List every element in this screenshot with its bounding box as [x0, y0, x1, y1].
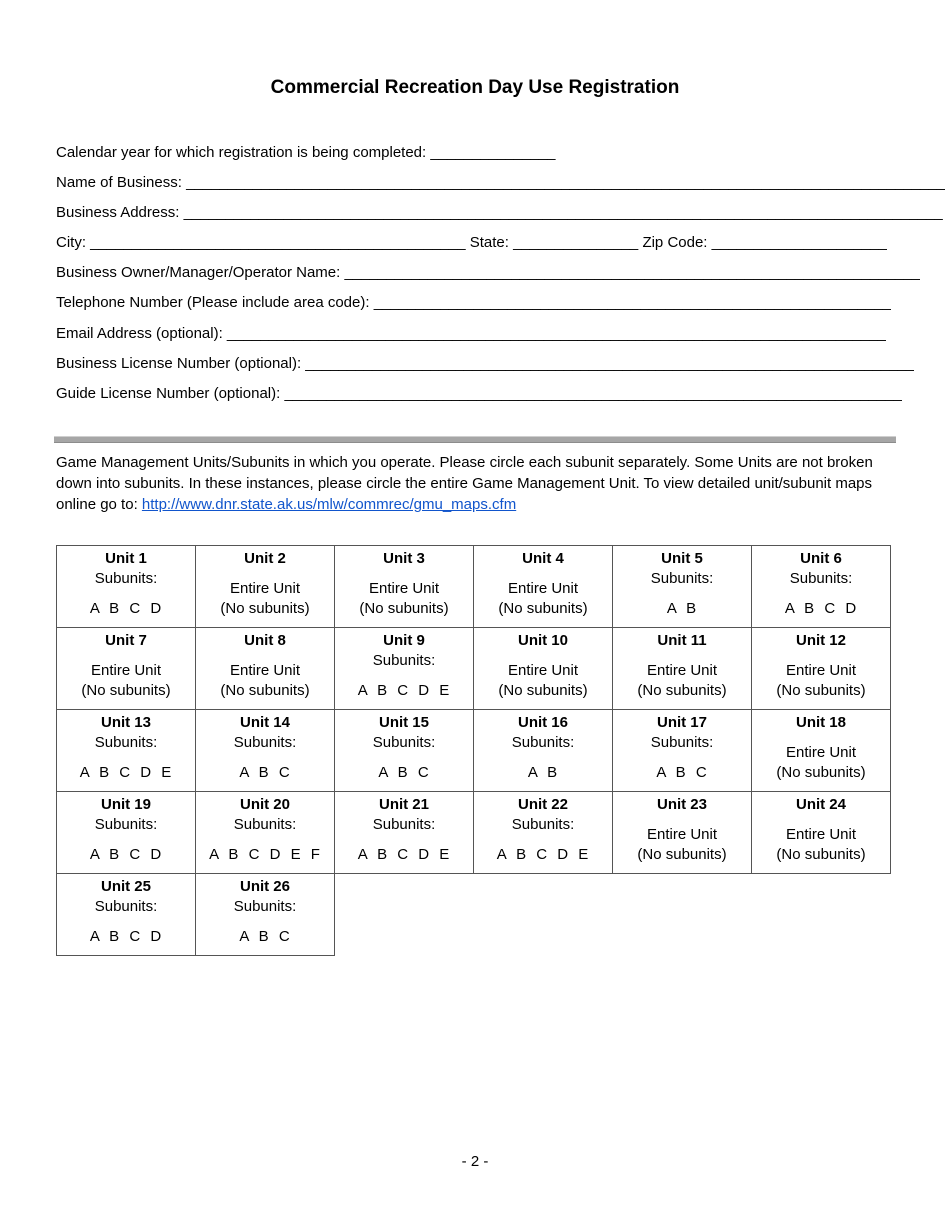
entire-unit-label[interactable]: Entire Unit: [368, 580, 440, 597]
owner-name-blank[interactable]: _____________________________________________________________________: [344, 264, 921, 281]
no-subunits-label: (No subunits): [776, 846, 866, 863]
unit-name: Unit 3: [383, 550, 425, 567]
field-label: Telephone Number (Please include area code):: [56, 294, 370, 311]
entire-unit-label[interactable]: Entire Unit: [646, 826, 718, 843]
units-row: [57, 628, 891, 710]
subunit-letters[interactable]: A B C D: [89, 600, 163, 617]
city-state-zip-row: [56, 232, 887, 254]
no-subunits-label: (No subunits): [359, 600, 449, 617]
no-subunits-label: (No subunits): [776, 764, 866, 781]
entire-unit-label[interactable]: Entire Unit: [90, 662, 162, 679]
subunit-letters[interactable]: A B C D: [89, 928, 163, 945]
business-address-field[interactable]: [56, 202, 943, 224]
zip-blank[interactable]: _____________________: [711, 234, 887, 251]
unit-name: Unit 19: [100, 796, 151, 813]
subunits-label: Subunits:: [372, 734, 436, 751]
unit-cell[interactable]: [196, 874, 335, 956]
unit-name: Unit 13: [100, 714, 151, 731]
no-subunits-label: (No subunits): [220, 682, 310, 699]
subunit-letters[interactable]: A B C D: [784, 600, 858, 617]
unit-name: Unit 9: [383, 632, 425, 649]
entire-unit-label[interactable]: Entire Unit: [229, 662, 301, 679]
unit-name: Unit 16: [517, 714, 568, 731]
no-subunits-label: (No subunits): [220, 600, 310, 617]
city-blank[interactable]: _____________________________________________: [90, 234, 466, 251]
page-number: - 2 -: [461, 1153, 489, 1170]
unit-name: Unit 12: [795, 632, 846, 649]
unit-name: Unit 24: [795, 796, 846, 813]
units-row: [57, 874, 891, 956]
no-subunits-label: (No subunits): [776, 682, 866, 699]
unit-name: Unit 23: [656, 796, 707, 813]
business-address-blank[interactable]: ___________________________________________________________________________________________: [183, 204, 943, 221]
unit-cell[interactable]: [474, 628, 613, 710]
subunit-letters[interactable]: A B: [527, 764, 559, 781]
empty-cell: [752, 874, 891, 956]
unit-name: Unit 1: [105, 550, 147, 567]
field-label: Email Address (optional):: [56, 325, 223, 342]
state-blank[interactable]: _______________: [513, 234, 639, 251]
unit-cell[interactable]: [613, 792, 752, 874]
unit-cell[interactable]: [57, 874, 196, 956]
unit-cell[interactable]: [752, 792, 891, 874]
guide-license-field[interactable]: [56, 383, 902, 405]
unit-cell[interactable]: [57, 628, 196, 710]
subunit-letters[interactable]: A B C: [239, 764, 291, 781]
unit-name: Unit 26: [239, 878, 290, 895]
unit-cell[interactable]: [335, 710, 474, 792]
gmu-instructions: [56, 452, 876, 515]
gmu-maps-link[interactable]: http://www.dnr.state.ak.us/mlw/commrec/gmu_maps.cfm: [141, 496, 517, 513]
business-license-field[interactable]: [56, 353, 914, 375]
unit-cell[interactable]: [57, 710, 196, 792]
unit-cell[interactable]: [196, 710, 335, 792]
instructions-text: Game Management Units/Subunits in which you operate. Please circle each subunit separately. Some Units are not broken down into subunits. In these instances, please circle the entire Game Management Unit. To view detailed unit/subunit maps online go to:: [56, 454, 873, 513]
no-subunits-label: (No subunits): [498, 682, 588, 699]
field-label: Business Owner/Manager/Operator Name:: [56, 264, 341, 281]
subunits-label: Subunits:: [372, 652, 436, 669]
subunit-letters[interactable]: A B C D E: [357, 682, 451, 699]
unit-name: Unit 21: [378, 796, 429, 813]
entire-unit-label[interactable]: Entire Unit: [785, 662, 857, 679]
entire-unit-label[interactable]: Entire Unit: [507, 580, 579, 597]
unit-name: Unit 10: [517, 632, 568, 649]
subunits-label: Subunits:: [94, 898, 158, 915]
unit-name: Unit 17: [656, 714, 707, 731]
unit-cell[interactable]: [752, 710, 891, 792]
field-label: Business License Number (optional):: [56, 355, 302, 372]
unit-cell[interactable]: [752, 546, 891, 628]
gmu-units-table: [56, 545, 891, 956]
unit-name: Unit 18: [795, 714, 846, 731]
no-subunits-label: (No subunits): [637, 682, 727, 699]
empty-cell: [335, 874, 474, 956]
subunits-label: Subunits:: [94, 734, 158, 751]
unit-name: Unit 20: [239, 796, 290, 813]
unit-cell[interactable]: [613, 546, 752, 628]
subunits-label: Subunits:: [372, 816, 436, 833]
unit-name: Unit 7: [105, 632, 147, 649]
unit-cell[interactable]: [57, 546, 196, 628]
owner-name-field[interactable]: [56, 262, 920, 284]
subunits-label: Subunits:: [511, 734, 575, 751]
subunits-label: Subunits:: [650, 570, 714, 587]
guide-license-blank[interactable]: __________________________________________________________________________: [284, 385, 902, 402]
entire-unit-label[interactable]: Entire Unit: [785, 744, 857, 761]
unit-cell[interactable]: [196, 792, 335, 874]
no-subunits-label: (No subunits): [637, 846, 727, 863]
telephone-field[interactable]: [56, 292, 891, 314]
entire-unit-label[interactable]: Entire Unit: [507, 662, 579, 679]
field-label: Calendar year for which registration is being completed:: [56, 144, 427, 161]
subunits-label: Subunits:: [233, 816, 297, 833]
subunit-letters[interactable]: A B C D: [89, 846, 163, 863]
city-label: City:: [56, 234, 86, 251]
empty-cell: [474, 874, 613, 956]
zip-label: Zip Code:: [642, 234, 708, 251]
email-blank[interactable]: _______________________________________________________________________________: [226, 325, 886, 342]
unit-name: Unit 15: [378, 714, 429, 731]
empty-cell: [613, 874, 752, 956]
subunit-letters[interactable]: A B C D E: [357, 846, 451, 863]
unit-cell[interactable]: [752, 628, 891, 710]
subunits-label: Subunits:: [94, 570, 158, 587]
unit-cell[interactable]: [613, 710, 752, 792]
subunit-letters[interactable]: A B C D E F: [209, 846, 321, 863]
unit-cell[interactable]: [335, 628, 474, 710]
unit-name: Unit 14: [239, 714, 290, 731]
subunit-letters[interactable]: A B C D E: [79, 764, 173, 781]
unit-name: Unit 11: [657, 632, 707, 649]
telephone-blank[interactable]: ______________________________________________________________: [373, 294, 891, 311]
entire-unit-label[interactable]: Entire Unit: [229, 580, 301, 597]
unit-cell[interactable]: [196, 546, 335, 628]
field-label: Guide License Number (optional):: [56, 385, 281, 402]
business-name-field[interactable]: [56, 172, 945, 194]
subunit-letters[interactable]: A B C: [656, 764, 708, 781]
subunit-letters[interactable]: A B C: [239, 928, 291, 945]
units-row: [57, 792, 891, 874]
subunit-letters[interactable]: A B: [666, 600, 698, 617]
subunits-label: Subunits:: [94, 816, 158, 833]
no-subunits-label: (No subunits): [81, 682, 171, 699]
unit-cell[interactable]: [196, 628, 335, 710]
entire-unit-label[interactable]: Entire Unit: [785, 826, 857, 843]
page-title: Commercial Recreation Day Use Registration: [270, 77, 680, 98]
subunit-letters[interactable]: A B C D E: [496, 846, 590, 863]
field-label: Business Address:: [56, 204, 180, 221]
unit-cell[interactable]: [474, 546, 613, 628]
unit-name: Unit 6: [800, 550, 842, 567]
unit-name: Unit 25: [100, 878, 151, 895]
email-field[interactable]: [56, 323, 886, 345]
business-license-blank[interactable]: _________________________________________________________________________: [305, 355, 915, 372]
subunits-label: Subunits:: [511, 816, 575, 833]
subunits-label: Subunits:: [789, 570, 853, 587]
subunits-label: Subunits:: [650, 734, 714, 751]
unit-cell[interactable]: [57, 792, 196, 874]
unit-cell[interactable]: [474, 792, 613, 874]
unit-name: Unit 5: [661, 550, 703, 567]
entire-unit-label[interactable]: Entire Unit: [646, 662, 718, 679]
business-name-blank[interactable]: ___________________________________________________________________________________________: [186, 174, 946, 191]
unit-cell[interactable]: [474, 710, 613, 792]
subunit-letters[interactable]: A B C: [378, 764, 430, 781]
unit-cell[interactable]: [335, 792, 474, 874]
unit-name: Unit 8: [244, 632, 286, 649]
state-label: State:: [469, 234, 509, 251]
section-divider: [54, 436, 896, 443]
subunits-label: Subunits:: [233, 898, 297, 915]
unit-name: Unit 4: [522, 550, 564, 567]
field-label: Name of Business:: [56, 174, 182, 191]
no-subunits-label: (No subunits): [498, 600, 588, 617]
units-row: [57, 710, 891, 792]
units-row: [57, 546, 891, 628]
subunits-label: Subunits:: [233, 734, 297, 751]
unit-cell[interactable]: [613, 628, 752, 710]
unit-cell[interactable]: [335, 546, 474, 628]
calendar-year-field[interactable]: [56, 142, 556, 164]
calendar-year-blank[interactable]: _______________: [430, 144, 556, 161]
unit-name: Unit 22: [517, 796, 568, 813]
unit-name: Unit 2: [244, 550, 286, 567]
